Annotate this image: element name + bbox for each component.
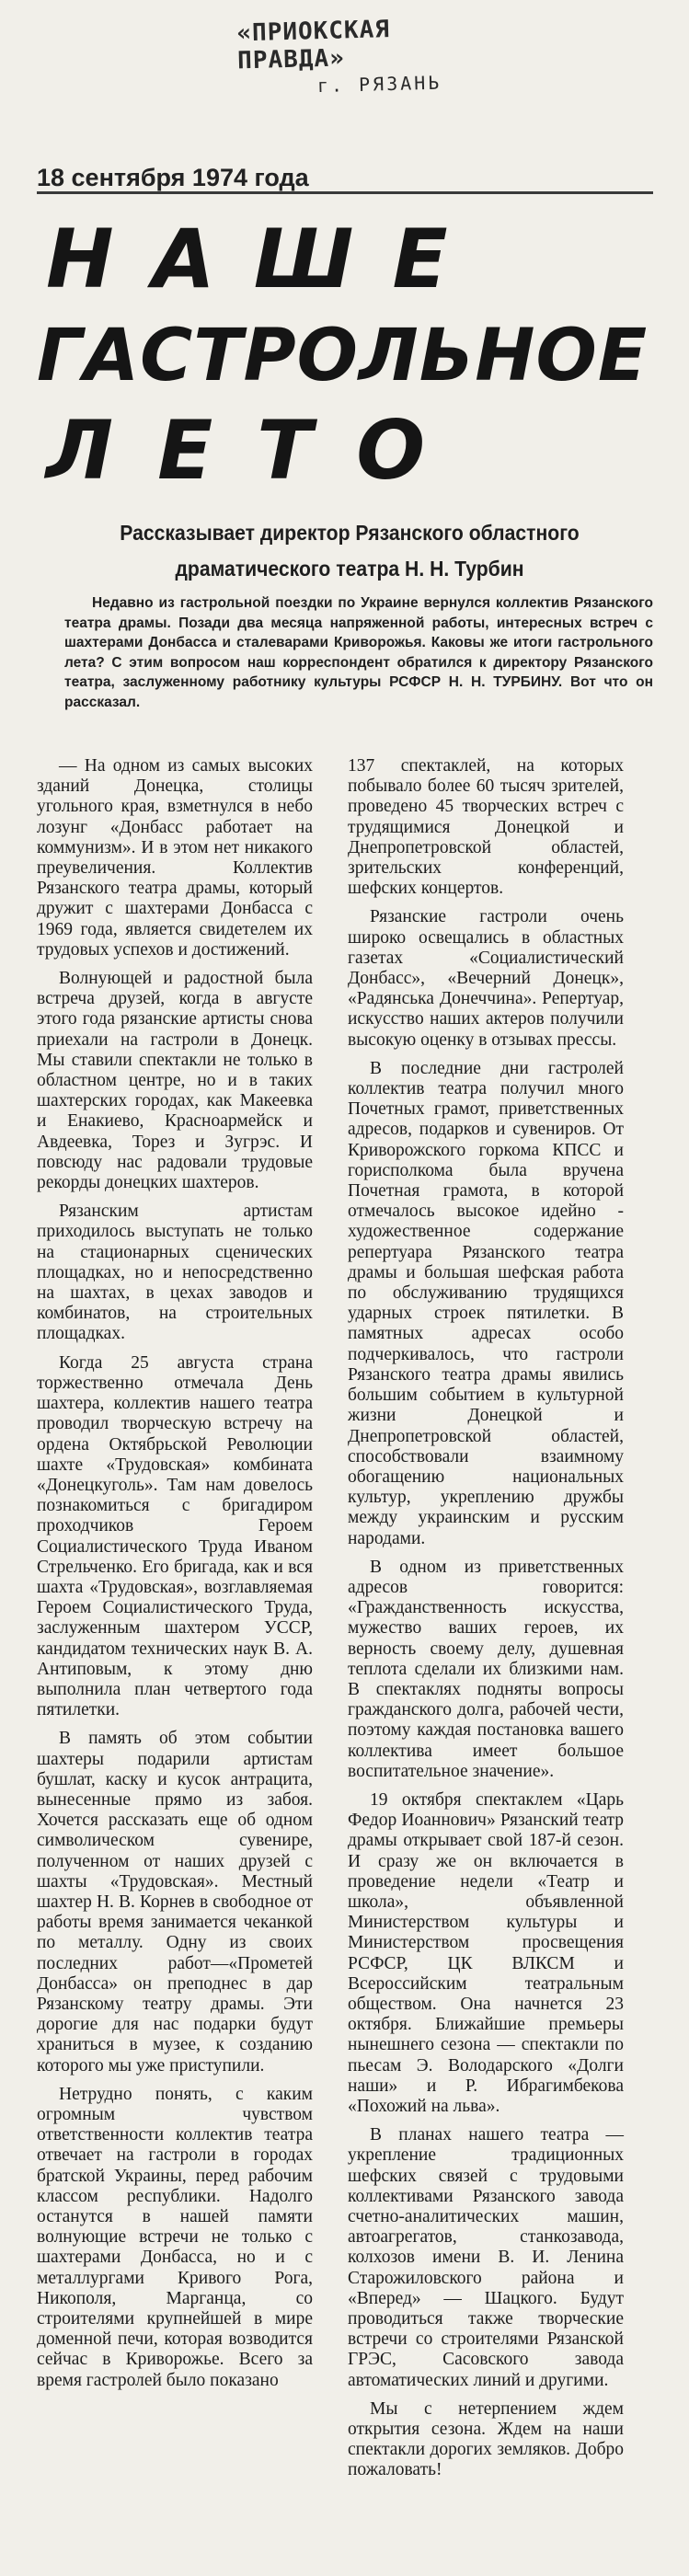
paragraph: Рязанским артистам приходилось выступать не только на стационарных сценических площадках, но и непосредственно на шахтах, в цехах заводов и комбинатов, на строительных площадках. [37, 1202, 313, 1344]
paragraph: Рязанские гастроли очень широко освещались в областных газетах «Социалистический Донбасс», «Вечерний Донецк», «Радянська Донеччина». Репертуар, искусство наших актеров получили высокую оценку в отзывах прессы. [348, 907, 624, 1050]
stamp-newspaper-name: «ПРИОКСКАЯ ПРАВДА» [236, 16, 391, 75]
paragraph: В последние дни гастролей коллектив театра получил много Почетных грамот, приветственных адресов, подарков и сувениров. От Криворожского горкома КПСС и горисполкома была вручена Почетная грамота, в которой отмечалось высокое идейно - художественное содержание репертуара Рязанского театра драмы и большая шефская работа по обслуживанию трудящихся ударных строек пятилетки. В памятных адресах особо подчеркивалось, что гастроли Рязанского театра драмы явились большим событием в культурной жизни Донецкой и Днепропетровской областей, способствовали взаимному обогащению национальных культур, укреплению дружбы между украинским и русским народами. [348, 1058, 624, 1548]
paragraph: 19 октября спектаклем «Царь Федор Иоаннович» Рязанский театр драмы открывает свой 187-й сезон. И сразу же он включается в проведение недели «Театр и школа», объявленной Министерством культуры и Министерством просвещения РСФСР, ЦК ВЛКСМ и Всероссийским театральным обществом. Она начнется 23 октября. Ближайшие премьеры нынешнего сезона — спектакли по пьесам Э. Володарского «Долги наши» и Р. Ибрагимбекова «Похожий на льва». [348, 1789, 624, 2116]
paragraph: Нетрудно понять, с каким огромным чувством ответственности коллектив театра отвечает на гастроли в городах братской Украины, перед рабочим классом республики. Надолго останутся в нашей памяти волнующие встречи не только с шахтерами Донбасса, но и с металлургами Кривого Рога, Никополя, Марганца, со строителями крупнейшей в мире доменной печи, которая возводится сейчас в Криворожье. Всего за время гастролей было показано [37, 2084, 313, 2390]
headline [37, 212, 681, 498]
paragraph: В одном из приветственных адресов говорится: «Гражданственность искусства, мужество ваших героев, их верность своему делу, душевная теплота сделали их близкими нам. В спектаклях подняты вопросы гражданского долга, рабочей чести, поэтому каждая постановка вашего коллектива имеет большое воспитательное значение». [348, 1557, 624, 1781]
headline-line-3: ЛЕТО [46, 403, 470, 498]
lead-paragraph: Недавно из гастрольной поездки по Украине вернулся коллектив Рязанского театра драмы. Позади два месяца напряженной работы, интересных встреч с шахтерами Донбасса и сталеварами Криворожья. Каковы же итоги гастрольного лета? С этим вопросом наш корреспондент обратился к директору Рязанского театра, заслуженному работнику культуры РСФСР Н. Н. ТУРБИНУ. Вот что он рассказал. [64, 595, 653, 710]
headline-line-2: ГАСТРОЛЬНОЕ [37, 315, 649, 397]
paragraph: — На одном из самых высоких зданий Донецка, столицы угольного края, взметнулся в небо лозунг «Донбасс работает на коммунизм». И в этом нет никакого преувеличения. Коллектив Рязанского театра драмы, который дружит с шахтерами Донбасса с 1969 года, является свидетелем их трудовых успехов и достижений. [37, 756, 313, 960]
paragraph: В планах нашего театра — укрепление традиционных шефских связей с трудовыми коллективами Рязанского завода счетно-аналитических машин, автоагрегатов, станкозавода, колхозов имени В. И. Ленина Старожиловского района и «Вперед» — Шацкого. Будут проводиться также творческие встречи со строителями Рязанской ГРЭС, Сасовского завода автоматических линий и другими. [348, 2125, 624, 2390]
dateline-rule [37, 191, 653, 194]
paragraph: В память об этом событии шахтеры подарили артистам бушлат, каску и кусок антрацита, вынесенные прямо из забоя. Хочется рассказать еще об одном символическом сувенире, полученном от наших друзей с шахты «Трудовская». Местный шахтер Н. В. Корнев в свободное от работы время занимается чеканкой по металлу. Одну из своих последних работ—«Прометей Донбасса» он преподнес в дар Рязанскому театру драмы. Эти дорогие для нас подарки будут храниться в музее, к созданию которого мы уже приступили. [37, 1729, 313, 2076]
subtitle: Рассказывает директор Рязанского областного драматического театра Н. Н. Турбин [120, 521, 580, 581]
dateline: 18 сентября 1974 года [37, 164, 309, 191]
stamp-city: г. РЯЗАНЬ [316, 71, 442, 98]
paragraph: 137 спектаклей, на которых побывало более 60 тысяч зрителей, проведено 45 творческих встреч с трудящимися Донецкой и Днепропетровской областей, зрительских конференций, шефских концертов. [348, 756, 624, 899]
paragraph: Когда 25 августа страна торжественно отмечала День шахтера, коллектив нашего театра проводил творческую встречу на ордена Октябрьской Революции шахте «Трудовская» комбината «Донецкуголь». Там нам довелось познакомиться с бригадиром проходчиков Героем Социалистического Труда Иваном Стрельченко. Его бригада, как и вся шахта «Трудовская», возглавляемая Героем Социалистического Труда, заслуженным шахтером УССР, кандидатом технических наук В. А. Антиповым, к этому дню выполнила план четвертого года пятилетки. [37, 1352, 313, 1720]
left-column [37, 756, 313, 2399]
paragraph: Волнующей и радостной была встреча друзей, когда в августе этого года рязанские артисты снова приехали на гастроли в Донецк. Мы ставили спектакли не только в областном центре, но и в таких шахтерских городах, как Макеевка и Енакиево, Красноармейск и Авдеевка, Торез и Зугрэс. И повсюду нас радовали трудовые рекорды донецких шахтеров. [37, 969, 313, 1193]
right-column [348, 756, 624, 2490]
headline-line-1: НАШЕ [46, 212, 487, 306]
newspaper-stamp [236, 14, 477, 98]
paragraph: Мы с нетерпением ждем открытия сезона. Ждем на наши спектакли дорогих земляков. Добро пожаловать! [348, 2398, 624, 2480]
